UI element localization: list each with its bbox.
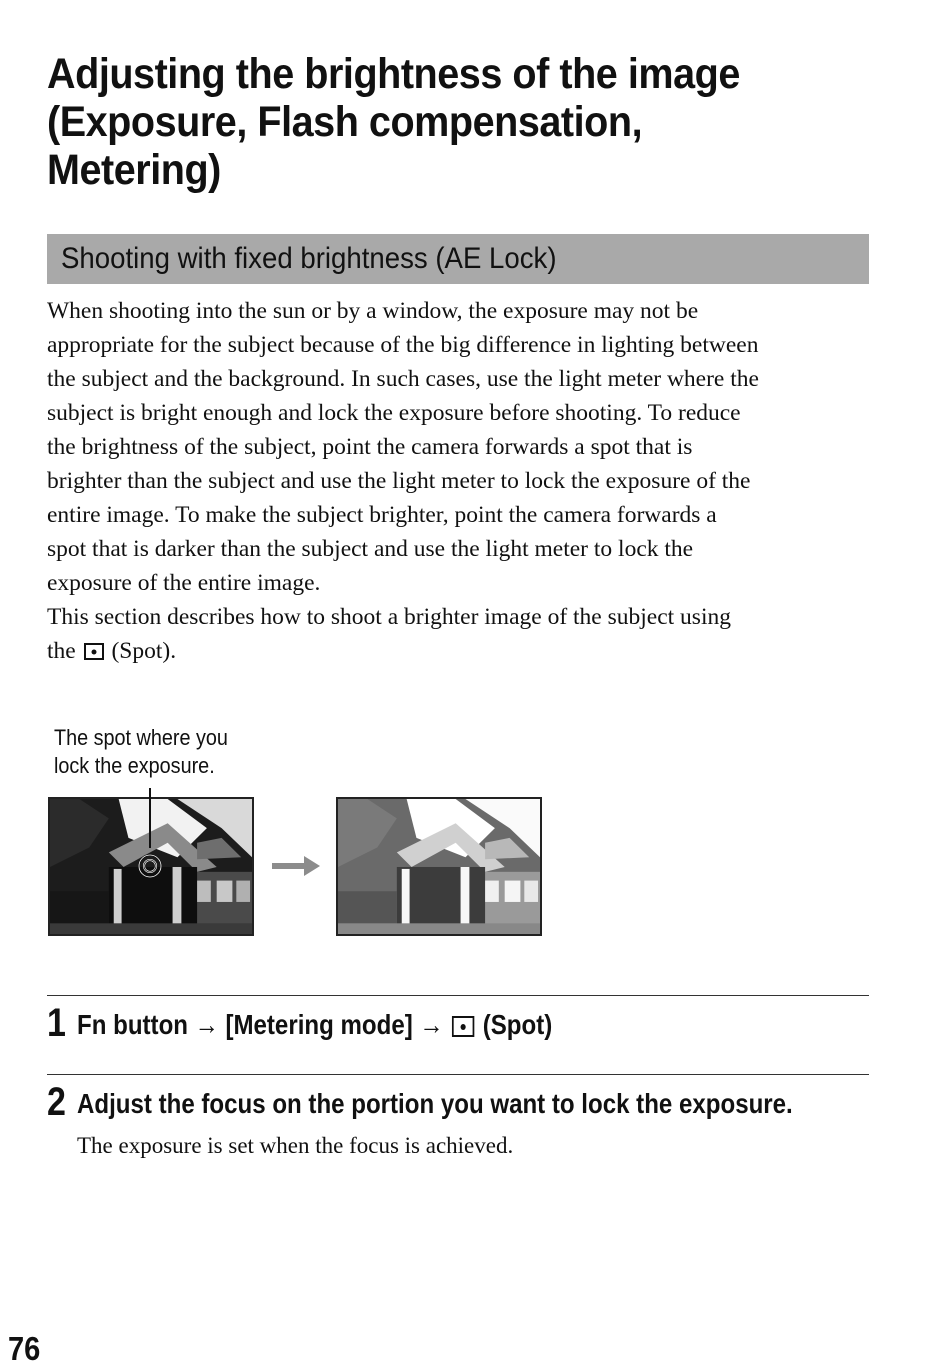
body-line-end: (Spot). <box>111 638 177 664</box>
step-instruction: Adjust the focus on the portion you want to lock the exposure. <box>77 1088 793 1119</box>
step-number: 2 <box>47 1080 66 1124</box>
step-note: The exposure is set when the focus is achieved. <box>77 1133 514 1158</box>
callout-leader-line <box>149 788 151 848</box>
body-line: spot that is darker than the subject and use the light meter to lock the <box>47 536 694 562</box>
figure-caption-line: lock the exposure. <box>54 753 215 778</box>
page-title-line: (Exposure, Flash compensation, <box>47 98 643 146</box>
body-line-start: the <box>47 638 76 664</box>
body-line: This section describes how to shoot a brighter image of the subject using <box>47 604 731 630</box>
body-line-with-icon <box>47 634 869 668</box>
page-title <box>47 50 811 194</box>
right-arrow-icon <box>270 855 322 877</box>
photo-after-ae-lock <box>336 797 542 936</box>
body-line: subject is bright enough and lock the exposure before shooting. To reduce <box>47 400 741 426</box>
page-title-line: Metering) <box>47 146 221 194</box>
body-line: exposure of the entire image. <box>47 570 321 596</box>
step-divider <box>47 1074 869 1075</box>
step-divider <box>47 995 869 996</box>
body-line: the subject and the background. In such cases, use the light meter where the <box>47 366 759 392</box>
body-line: brighter than the subject and use the light meter to lock the exposure of the <box>47 468 751 494</box>
step-number: 1 <box>47 1001 66 1045</box>
step-instruction <box>77 1008 552 1042</box>
spot-metering-icon <box>452 1016 474 1037</box>
figure-caption-line: The spot where you <box>54 725 228 750</box>
spot-target-icon <box>137 853 163 879</box>
step-instruction-end: (Spot) <box>482 1009 553 1040</box>
step-instruction-start: Fn button → [Metering mode] → <box>77 1009 444 1040</box>
figure-caption <box>54 724 228 780</box>
section-heading <box>47 234 869 284</box>
body-paragraph <box>47 294 869 668</box>
house-photo-bright <box>338 799 540 934</box>
page-title-line: Adjusting the brightness of the image <box>47 50 740 98</box>
body-line: When shooting into the sun or by a window, the exposure may not be <box>47 298 699 324</box>
page-number: 76 <box>8 1330 41 1367</box>
spot-metering-icon <box>84 643 104 660</box>
body-line: appropriate for the subject because of the big difference in lighting between <box>47 332 759 358</box>
body-line: entire image. To make the subject brighter, point the camera forwards a <box>47 502 717 528</box>
body-line: the brightness of the subject, point the camera forwards a spot that is <box>47 434 693 460</box>
section-heading-text: Shooting with fixed brightness (AE Lock) <box>61 242 557 275</box>
